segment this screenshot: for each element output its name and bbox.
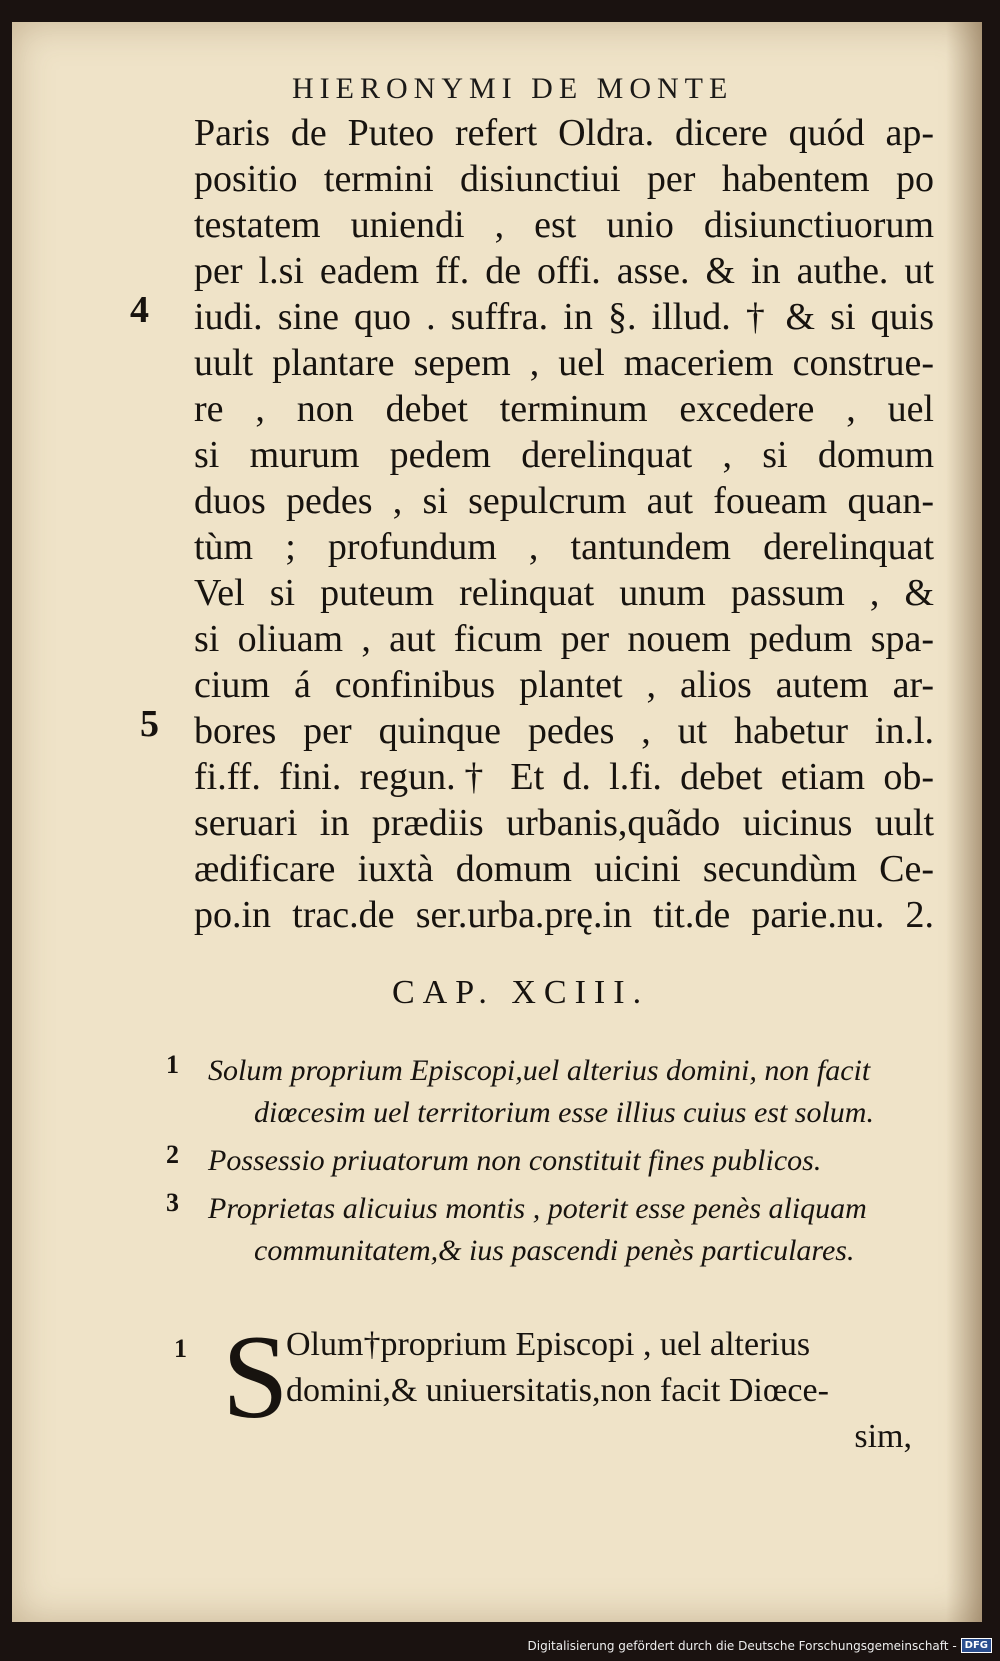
text-line: si murum pedem derelinquat , si domum: [194, 434, 934, 476]
text-line: si oliuam , aut ficum per nouem pedum spa-: [194, 618, 934, 660]
text-line: Paris de Puteo refert Oldra. dicere quód ap-: [194, 112, 934, 154]
text-line: iudi. sine quo . suffra. in §. illud. † & si quis: [194, 296, 934, 338]
summary-item: [166, 1140, 938, 1182]
text-line: bores per quinque pedes , ut habetur in.l.: [194, 710, 934, 752]
book-page: [12, 22, 982, 1622]
section-line: sim,: [854, 1418, 912, 1455]
running-header: HIERONYMI DE MONTE: [292, 72, 734, 105]
chapter-summary: [166, 1050, 938, 1278]
text-line: po.in trac.de ser.urba.prę.in tit.de parie.nu. 2.: [194, 894, 934, 936]
text-line: cium á confinibus plantet , alios autem ar-: [194, 664, 934, 706]
summary-line: communitatem,& ius pascendi penès particulares.: [254, 1234, 855, 1267]
summary-item: [166, 1050, 938, 1134]
text-line: duos pedes , si sepulcrum aut foueam quan-: [194, 480, 934, 522]
main-text-block: [194, 110, 934, 938]
footer-text: Digitalisierung gefördert durch die Deutsche Forschungsgemeinschaft -: [527, 1638, 957, 1653]
text-line: fi.ff. fini. regun.† Et d. l.fi. debet etiam ob-: [194, 756, 934, 798]
summary-line: Solum proprium Episcopi,uel alterius domini, non facit: [208, 1054, 871, 1087]
section-number: 1: [174, 1334, 187, 1363]
dfg-logo: DFG: [961, 1638, 992, 1653]
text-line: ædificare iuxtà domum uicini secundùm Ce-: [194, 848, 934, 890]
summary-line: Proprietas alicuius montis , poterit esse penès aliquam: [208, 1192, 867, 1225]
summary-number: 2: [166, 1140, 179, 1169]
text-line: re , non debet terminum excedere , uel: [194, 388, 934, 430]
summary-item: [166, 1188, 938, 1272]
text-line: seruari in prædiis urbanis,quãdo uicinus uult: [194, 802, 934, 844]
summary-number: 3: [166, 1188, 179, 1217]
text-line: tùm ; profundum , tantundem derelinquat: [194, 526, 934, 568]
text-line: per l.si eadem ff. de offi. asse. & in authe. ut: [194, 250, 934, 292]
section-line: Olum†proprium Episcopi , uel alterius: [286, 1326, 811, 1363]
summary-line: diœcesim uel territorium esse illius cuius est solum.: [254, 1096, 874, 1129]
margin-number-4: 4: [130, 289, 149, 331]
chapter-heading: CAP. XCIII.: [392, 974, 650, 1011]
drop-cap: S: [222, 1310, 289, 1443]
text-line: testatem uniendi , est unio disiunctiuorum: [194, 204, 934, 246]
section-text: [222, 1310, 942, 1460]
margin-number-5: 5: [140, 703, 159, 745]
summary-number: 1: [166, 1050, 179, 1079]
text-line: Vel si puteum relinquat unum passum , &: [194, 572, 934, 614]
page-edge-shadow: [946, 22, 982, 1622]
text-line: positio termini disiunctiui per habentem po: [194, 158, 934, 200]
text-line: uult plantare sepem , uel maceriem construe-: [194, 342, 934, 384]
section-line: domini,& uniuersitatis,non facit Diœce-: [286, 1372, 829, 1409]
summary-line: Possessio priuatorum non constituit fines publicos.: [208, 1144, 822, 1177]
digitization-footer: [528, 1638, 993, 1653]
